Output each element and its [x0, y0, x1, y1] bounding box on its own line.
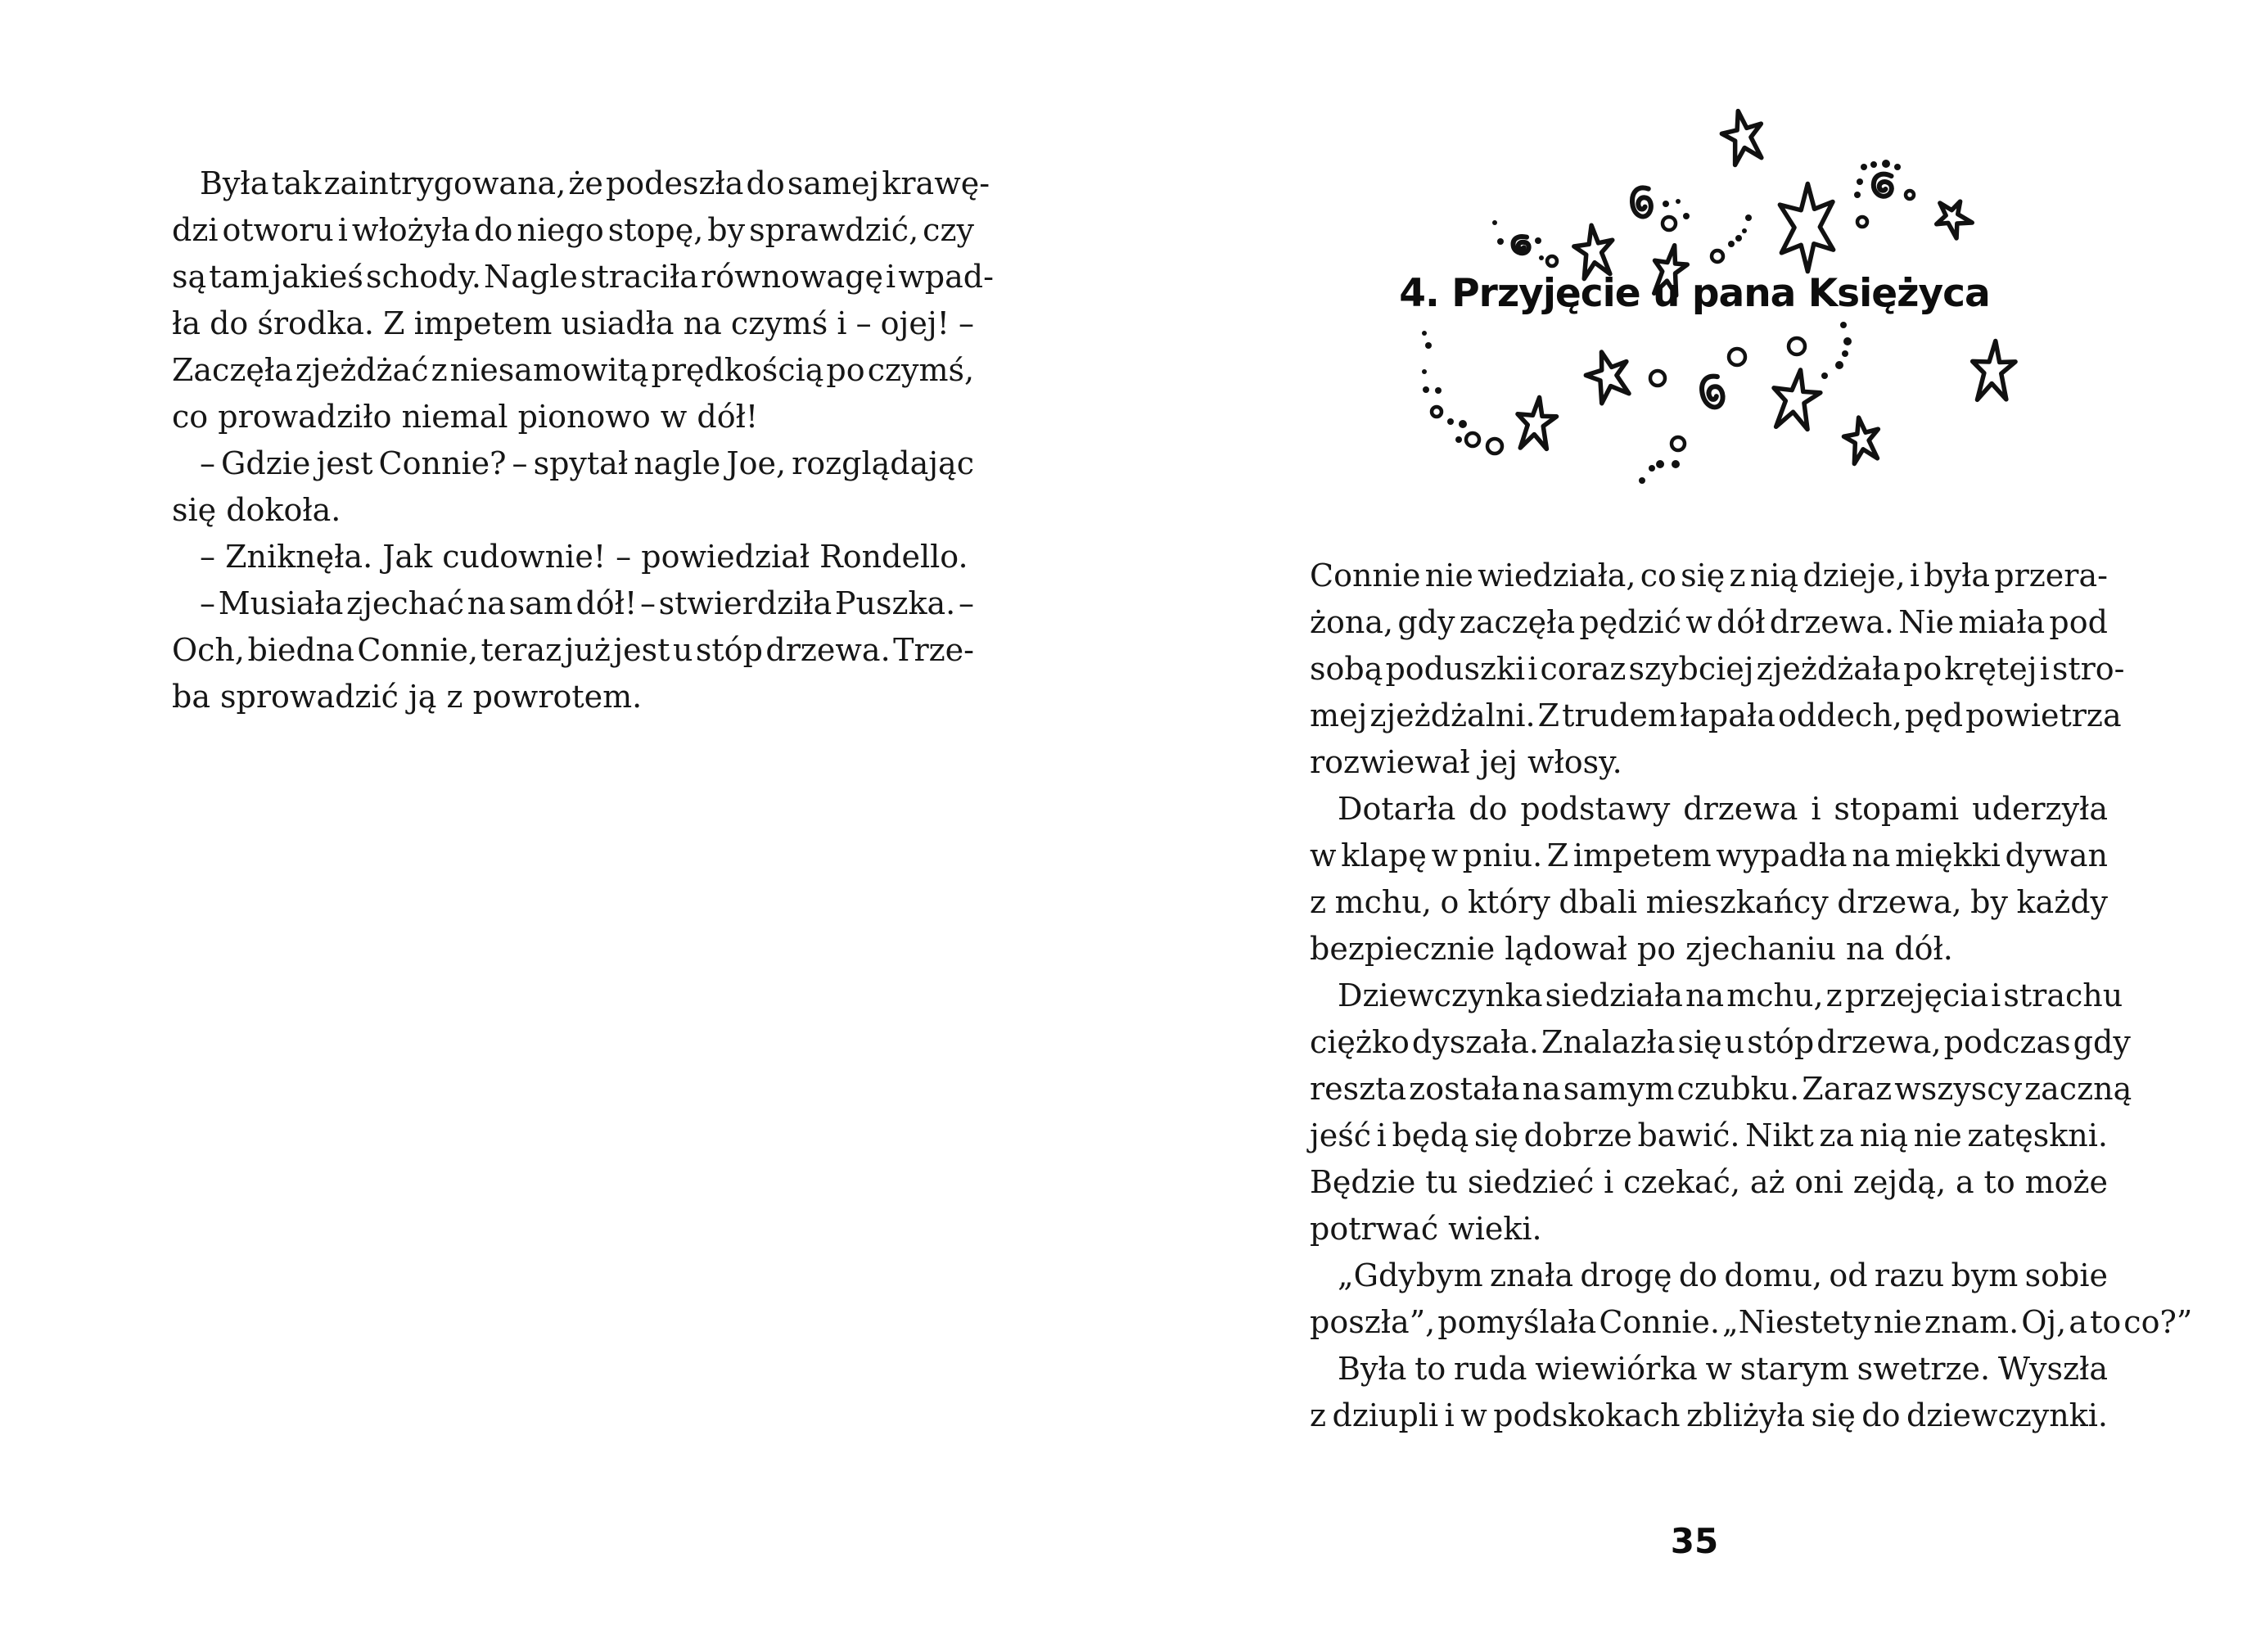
- text-line-content: Dziewczynka siedziała na mchu, z przejęcia i strachu: [1338, 977, 2123, 1013]
- spiral-icon: [1514, 237, 1529, 253]
- text-line-content: rozwiewał jej włosy.: [1310, 744, 1622, 780]
- dot-icon: [1422, 331, 1427, 336]
- star-icon: [1718, 107, 1767, 166]
- text-line-content: Będzie tu siedzieć i czekać, aż oni zejdą, a to może: [1310, 1164, 2108, 1200]
- ring-dot-icon: [1432, 407, 1442, 417]
- text-line: [172, 580, 974, 627]
- dot-icon: [1447, 418, 1454, 425]
- dot-icon: [1672, 460, 1680, 468]
- text-line-content: z dziupli i w podskokach zbliżyła się do dziewczynki.: [1310, 1397, 2108, 1433]
- left-text-column: [172, 160, 994, 720]
- dot-icon: [1676, 199, 1681, 204]
- dot-icon: [1455, 436, 1462, 443]
- ring-dot-icon: [1789, 338, 1805, 354]
- text-line: [172, 300, 974, 347]
- text-line: [1310, 1253, 2108, 1299]
- dot-icon: [1894, 164, 1901, 170]
- text-line: [172, 347, 974, 394]
- text-line-content: sobą poduszki i coraz szybciej zjeżdżała po krętej i stro-: [1310, 651, 2125, 687]
- ring-dot-icon: [1547, 256, 1557, 266]
- dot-icon: [1842, 350, 1848, 357]
- text-line-content: potrwać wieki.: [1310, 1211, 1542, 1247]
- dot-icon: [1663, 201, 1669, 207]
- dot-icon: [1835, 361, 1843, 369]
- text-line: [1310, 879, 2108, 926]
- text-line-content: dzi otworu i włożyła do niego stopę, by sprawdzić, czy: [172, 212, 974, 248]
- text-line-content: bezpiecznie lądował po zjechaniu na dół.: [1310, 931, 1953, 967]
- page-number: 35: [1670, 1521, 1719, 1561]
- dot-icon: [1735, 235, 1742, 241]
- ring-dot-icon: [1672, 437, 1685, 450]
- text-line-content: ba sprowadzić ją z powrotem.: [172, 679, 643, 715]
- text-line-content: co prowadziło niemal pionowo w dół!: [172, 399, 759, 435]
- text-line: [172, 160, 990, 207]
- text-line-content: – Gdzie jest Connie? – spytał nagle Joe, rozglądając: [200, 445, 974, 481]
- dot-icon: [1459, 420, 1467, 428]
- text-line: [1310, 1299, 2193, 1346]
- star-icon: [1928, 192, 1977, 242]
- ring-dot-icon: [1729, 349, 1745, 365]
- spiral-icon: [1700, 375, 1724, 408]
- dot-icon: [1745, 214, 1752, 221]
- text-line-content: są tam jakieś schody. Nagle straciła równowagę i wpad-: [172, 259, 994, 295]
- text-line: [1310, 553, 2108, 599]
- dot-icon: [1861, 164, 1867, 170]
- dot-icon: [1656, 460, 1664, 468]
- dot-icon: [1854, 192, 1861, 198]
- text-line: [1310, 599, 2108, 646]
- dot-icon: [1539, 255, 1544, 260]
- text-line: [1310, 926, 2108, 973]
- text-line: [1310, 1159, 2108, 1206]
- chapter-heading: 4. Przyjęcie u pana Księżyca: [1399, 271, 1990, 317]
- text-line: [1310, 1066, 2132, 1113]
- ring-dot-icon: [1650, 371, 1665, 386]
- text-line: [1310, 833, 2108, 879]
- spiral-icon: [1872, 173, 1894, 198]
- text-line: [1310, 646, 2125, 693]
- heading-ornament-bottom: [1420, 313, 2030, 501]
- text-line-content: Była to ruda wiewiórka w starym swetrze. Wyszła: [1338, 1351, 2109, 1387]
- dot-icon: [1435, 387, 1442, 394]
- ring-dot-icon: [1712, 251, 1723, 262]
- dot-icon: [1683, 213, 1690, 219]
- ring-dot-icon: [1663, 217, 1676, 230]
- star-icon: [1581, 346, 1635, 405]
- text-line-content: ciężko dyszała. Znalazła się u stóp drzewa, podczas gdy: [1310, 1024, 2131, 1060]
- dot-icon: [1492, 220, 1497, 225]
- text-line: [1310, 1019, 2131, 1066]
- dot-icon: [1423, 386, 1429, 393]
- text-line-content: – Musiała zjechać na sam dół! – stwierdziła Puszka. –: [200, 585, 974, 621]
- dot-icon: [1843, 337, 1852, 345]
- text-line: [172, 394, 974, 440]
- text-line-content: – Zniknęła. Jak cudownie! – powiedział Rondello.: [200, 539, 968, 575]
- text-line: [1310, 1206, 2108, 1253]
- text-line-content: jeść i będą się dobrze bawić. Nikt za nią nie zatęskni.: [1310, 1117, 2108, 1153]
- dot-icon: [1639, 477, 1645, 484]
- text-line-content: ła do środka. Z impetem usiadła na czymś i – ojej! –: [172, 305, 974, 341]
- ring-dot-icon: [1466, 433, 1479, 446]
- dot-icon: [1882, 160, 1890, 168]
- dot-icon: [1422, 369, 1427, 374]
- right-text-column: [1310, 553, 2193, 1439]
- text-line: [1310, 1392, 2108, 1439]
- star-icon: [1842, 415, 1883, 465]
- text-line: [172, 674, 974, 720]
- text-line-content: Była tak zaintrygowana, że podeszła do samej krawę-: [200, 165, 990, 201]
- ring-dot-icon: [1487, 439, 1502, 454]
- text-line: [1310, 1113, 2108, 1159]
- text-line-content: Zaczęła zjeżdżać z niesamowitą prędkością po czymś,: [172, 352, 975, 388]
- spiral-icon: [1632, 187, 1651, 216]
- text-line-content: Connie nie wiedziała, co się z nią dzieje, i była przera-: [1310, 557, 2108, 594]
- text-line: [1310, 693, 2122, 739]
- text-line-content: Dotarła do podstawy drzewa i stopami uderzyła: [1338, 791, 2109, 827]
- text-line: [172, 487, 974, 534]
- text-line-content: Och, biedna Connie, teraz już jest u stóp drzewa. Trze-: [172, 632, 975, 668]
- text-line: [1310, 973, 2123, 1019]
- text-line-content: żona, gdy zaczęła pędzić w dół drzewa. Nie miała pod: [1310, 604, 2108, 640]
- dot-icon: [1857, 178, 1863, 185]
- dot-icon: [1870, 161, 1877, 168]
- dot-icon: [1649, 465, 1655, 472]
- text-line-content: w klapę w pniu. Z impetem wypadła na miękki dywan: [1310, 837, 2108, 873]
- text-line: [172, 534, 974, 580]
- text-line-content: poszła”, pomyślała Connie. „Niestety nie znam. Oj, a to co?”: [1310, 1304, 2193, 1340]
- text-line: [172, 440, 974, 487]
- star-icon: [1780, 183, 1833, 271]
- star-icon: [1513, 395, 1559, 452]
- text-line: [172, 254, 994, 300]
- dot-icon: [1425, 342, 1432, 349]
- text-line: [1310, 1346, 2108, 1392]
- text-line: [172, 207, 974, 254]
- text-line-content: reszta została na samym czubku. Zaraz wszyscy zaczną: [1310, 1071, 2132, 1107]
- text-line-content: z mchu, o który dbali mieszkańcy drzewa, by każdy: [1310, 884, 2109, 920]
- dot-icon: [1497, 238, 1504, 245]
- dot-icon: [1840, 322, 1847, 328]
- dot-icon: [1728, 241, 1735, 247]
- text-line: [1310, 786, 2108, 833]
- text-line-content: się dokoła.: [172, 492, 341, 528]
- dot-icon: [1821, 372, 1828, 379]
- text-line: [1310, 739, 2108, 786]
- text-line-content: mej zjeżdżalni. Z trudem łapała oddech, pęd powietrza: [1310, 697, 2122, 733]
- dot-icon: [1742, 228, 1747, 233]
- star-icon: [1767, 366, 1824, 433]
- text-line-content: „Gdybym znała drogę do domu, od razu bym sobie: [1338, 1257, 2108, 1293]
- dot-icon: [1535, 237, 1541, 244]
- ring-dot-icon: [1906, 191, 1914, 199]
- star-icon: [1969, 339, 2017, 403]
- text-line: [172, 627, 974, 674]
- ring-dot-icon: [1857, 217, 1867, 227]
